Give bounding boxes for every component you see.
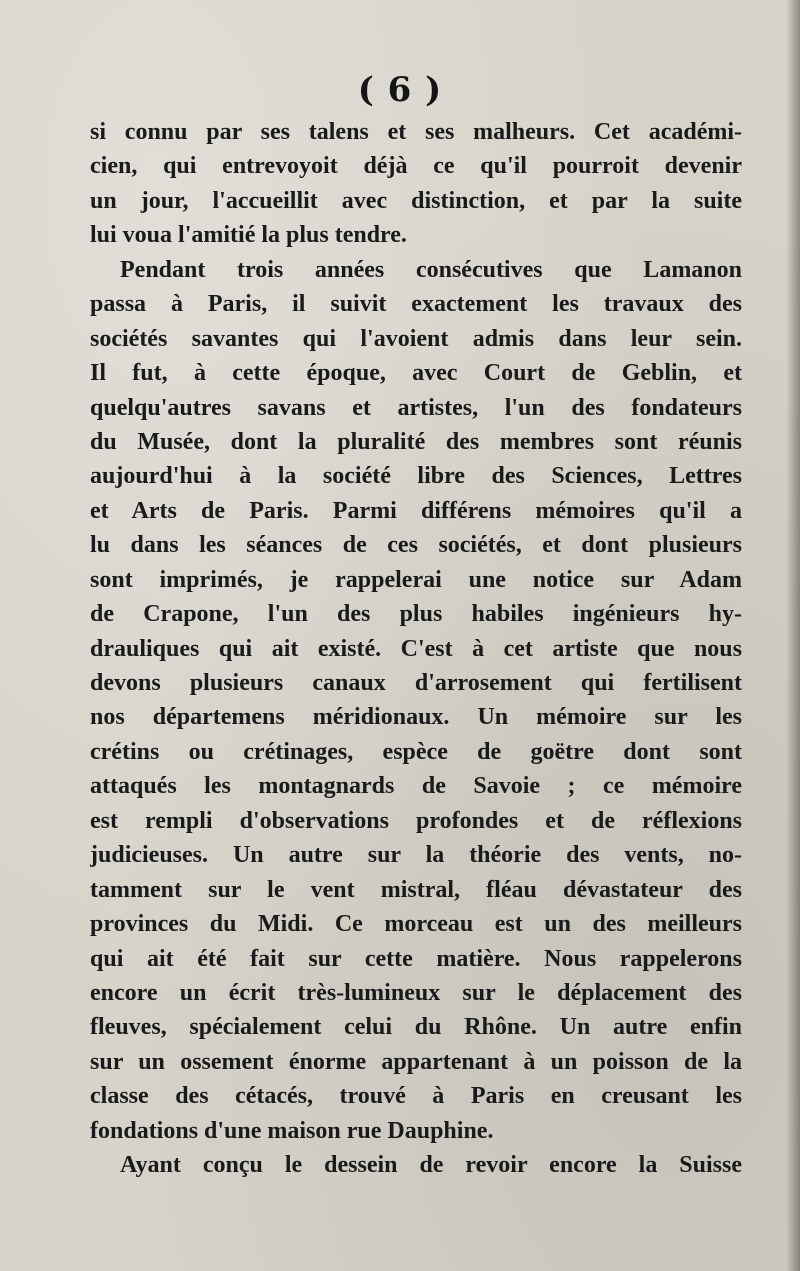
text-line: judicieuses. Un autre sur la théorie des vents, no-	[90, 842, 742, 869]
page-edge-shadow	[786, 0, 800, 1271]
text-line: classe des cétacés, trouvé à Paris en creusant les	[90, 1083, 742, 1110]
text-line: drauliques qui ait existé. C'est à cet artiste que nous	[90, 635, 742, 662]
text-line: si connu par ses talens et ses malheurs. Cet académi-	[90, 119, 742, 145]
text-line: tamment sur le vent mistral, fléau dévastateur des	[90, 876, 742, 903]
text-line: encore un écrit très-lumineux sur le déplacement des	[90, 979, 742, 1006]
text-line: lui voua l'amitié la plus tendre.	[90, 222, 407, 249]
text-line: du Musée, dont la pluralité des membres sont réunis	[90, 428, 742, 455]
text-line: de Crapone, l'un des plus habiles ingénieurs hy-	[90, 601, 742, 628]
text-line: Pendant trois années consécutives que Lamanon	[120, 256, 742, 283]
text-line: quelqu'autres savans et artistes, l'un des fondateurs	[90, 394, 742, 421]
text-line: sur un ossement énorme appartenant à un poisson de la	[90, 1048, 742, 1075]
text-line: Ayant conçu le dessein de revoir encore la Suisse	[120, 1152, 742, 1179]
body-text	[90, 115, 742, 1183]
text-line: sociétés savantes qui l'avoient admis dans leur sein.	[90, 325, 742, 352]
text-line: lu dans les séances de ces sociétés, et dont plusieurs	[90, 532, 742, 559]
text-line: fondations d'une maison rue Dauphine.	[90, 1117, 494, 1144]
text-line: et Arts de Paris. Parmi différens mémoires qu'il a	[90, 497, 742, 524]
text-line: qui ait été fait sur cette matière. Nous rappelerons	[90, 945, 742, 972]
page-number: ( 6 )	[357, 70, 443, 110]
text-line: Il fut, à cette époque, avec Court de Geblin, et	[90, 360, 742, 387]
text-line: nos départemens méridionaux. Un mémoire sur les	[90, 704, 742, 731]
text-line: fleuves, spécialement celui du Rhône. Un autre enfin	[90, 1014, 742, 1041]
text-line: cien, qui entrevoyoit déjà ce qu'il pourroit devenir	[90, 153, 742, 180]
text-line: devons plusieurs canaux d'arrosement qui fertilisent	[90, 670, 742, 696]
text-line: est rempli d'observations profondes et de réflexions	[90, 807, 742, 834]
text-line: sont imprimés, je rappelerai une notice sur Adam	[90, 566, 742, 593]
text-line: provinces du Midi. Ce morceau est un des meilleurs	[90, 911, 742, 938]
text-line: un jour, l'accueillit avec distinction, et par la suite	[90, 187, 742, 214]
text-line: passa à Paris, il suivit exactement les travaux des	[90, 291, 742, 318]
text-line: attaqués les montagnards de Savoie ; ce mémoire	[90, 773, 742, 800]
text-line: aujourd'hui à la société libre des Sciences, Lettres	[90, 463, 742, 490]
text-line: crétins ou crétinages, espèce de goëtre dont sont	[90, 738, 742, 765]
